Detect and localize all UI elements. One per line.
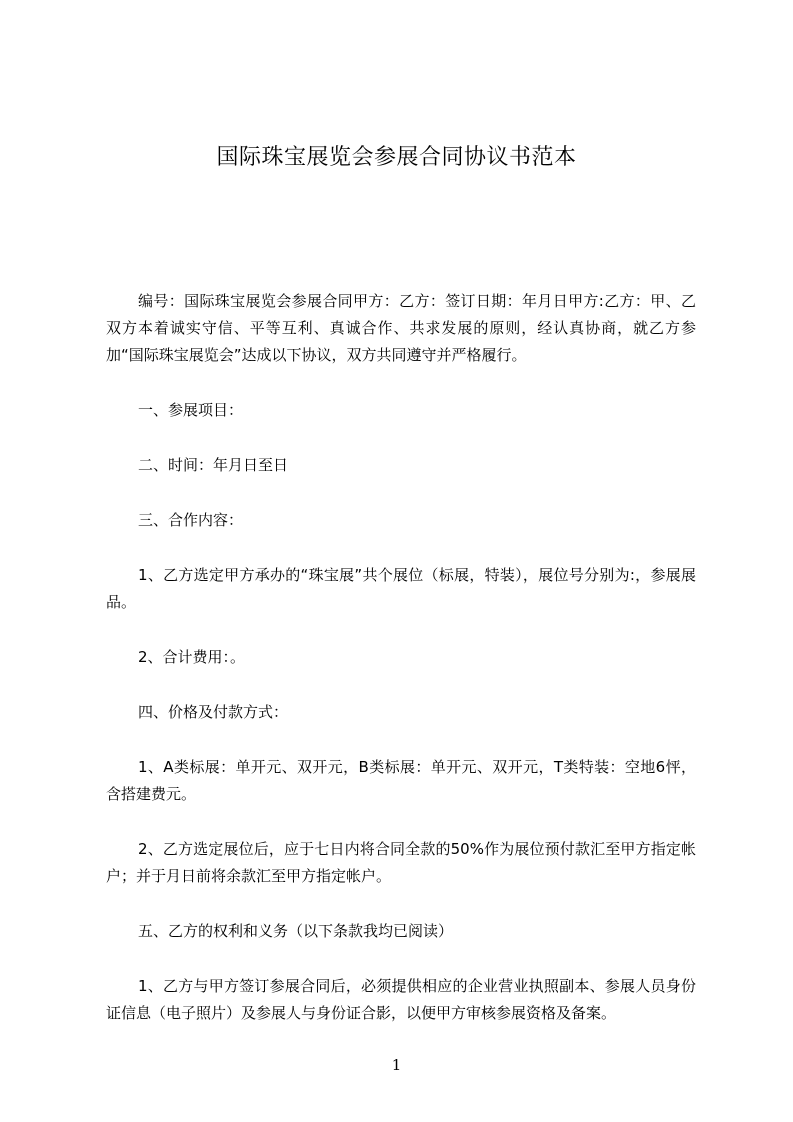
paragraph-intro: 编号：国际珠宝展览会参展合同甲方：乙方：签订日期：年月日甲方:乙方：甲、乙双方本着诚实守信、平等互利、真诚合作、共求发展的原则，经认真协商，就乙方参加“国际珠宝展览会”达成以下协议，双方共同遵守并严格履行。 [106,292,696,364]
paragraph-3-2: 2、合计费用：。 [138,648,246,666]
paragraph-section-4: 四、价格及付款方式： [138,703,289,721]
paragraph-section-3: 三、合作内容： [138,511,244,529]
paragraph-4-2: 2、乙方选定展位后，应于七日内将合同全款的50%作为展位预付款汇至甲方指定帐户；并于月日前将余款汇至甲方指定帐户。 [106,840,696,885]
document-title: 国际珠宝展览会参展合同协议书范本 [216,145,577,170]
page-number: 1 [391,1056,402,1074]
paragraph-section-2: 二、时间：年月日至日 [138,456,289,474]
paragraph-section-5: 五、乙方的权利和义务（以下条款我均已阅读） [138,922,454,940]
paragraph-4-1: 1、A类标展：单开元、双开元，B类标展：单开元、双开元，T类特装：空地6怦，含搭建费元。 [106,758,696,803]
paragraph-5-1: 1、乙方与甲方签订参展合同后，必须提供相应的企业营业执照副本、参展人员身份证信息（电子照片）及参展人与身份证合影，以便甲方审核参展资格及备案。 [106,977,696,1022]
paragraph-section-1: 一、参展项目： [138,401,244,419]
paragraph-3-1: 1、乙方选定甲方承办的“珠宝展”共个展位（标展，特装），展位号分别为:，参展展品。 [106,566,696,611]
document-body [106,288,696,1027]
